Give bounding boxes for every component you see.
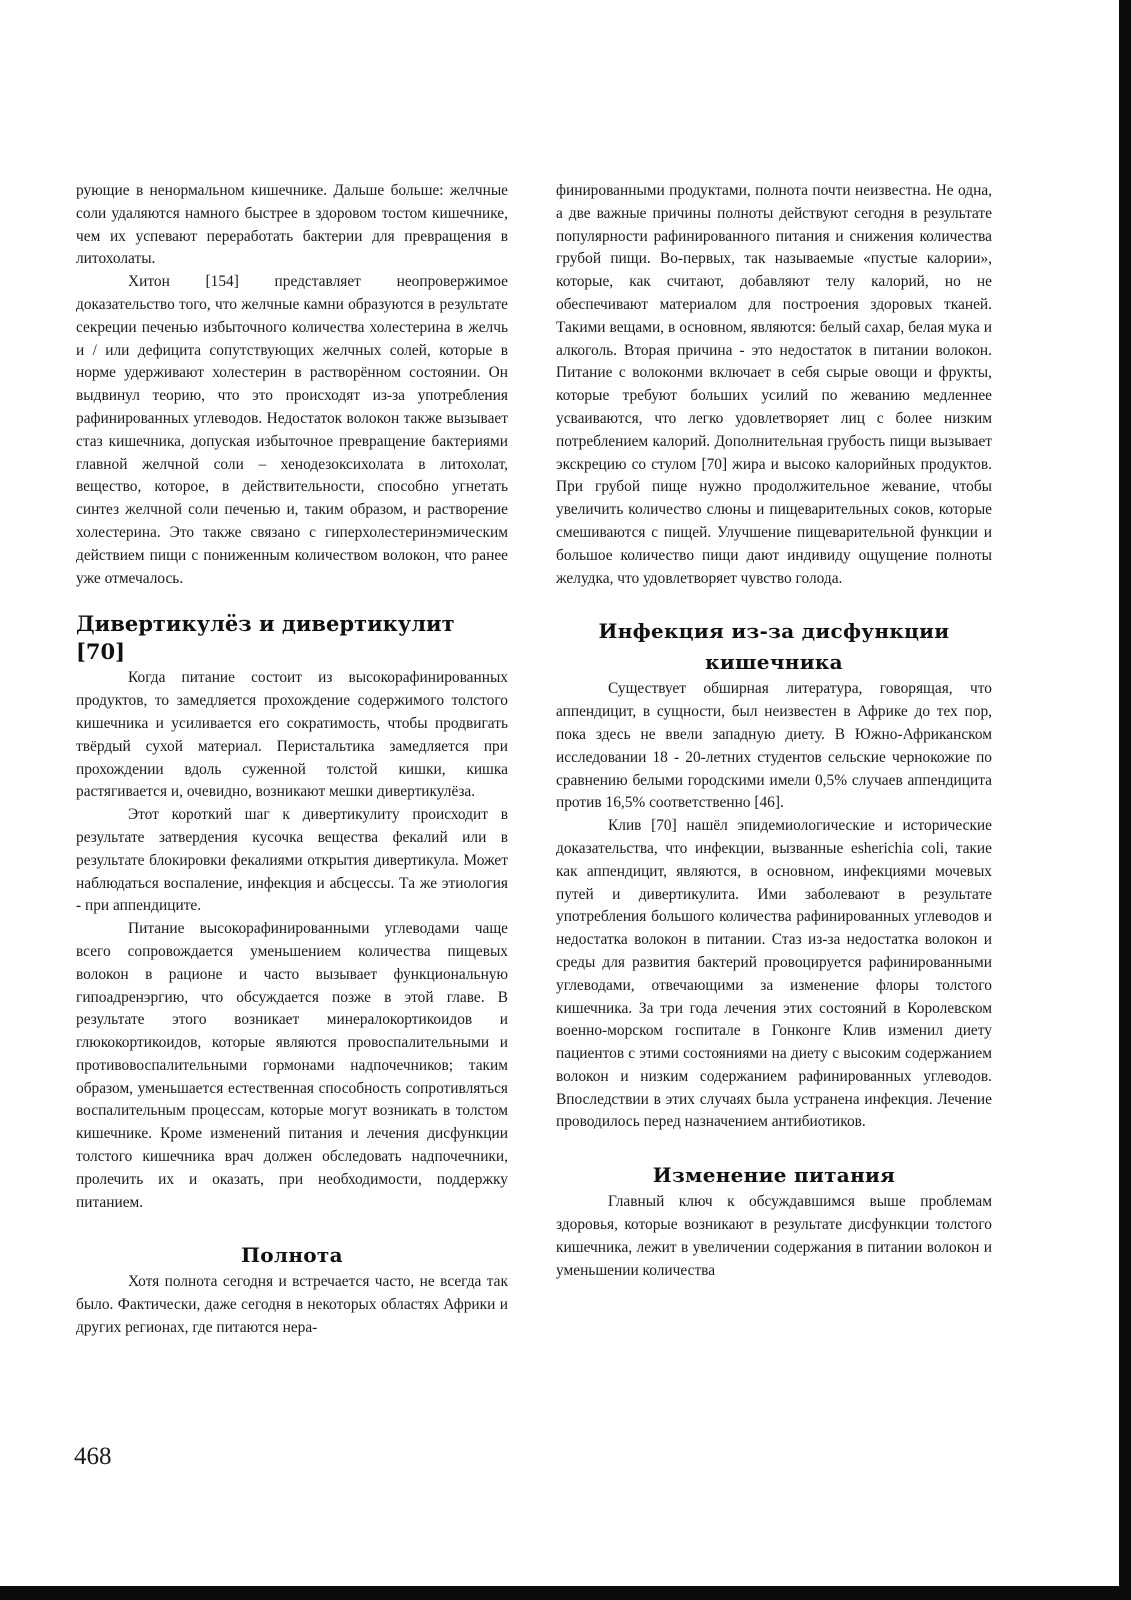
section-heading-infection: Инфекция из-за дисфункции кишечника — [598, 619, 950, 675]
paragraph: Хитон [154] представляет неопровержимое доказательство того, что желчные камни образуются в результате секреции печенью избыточного количества холестерина в желчь и / или дефицита сопутствующих желчных солей, которые в норме удерживают холестерин в растворённом состоянии. Он выдвинул теорию, что это происходят из-за употребления рафинированных углеводов. Недостаток волокон также вызывает стаз кишечника, допуская избыточное превращение бактериями главной желчной соли – хенодезоксихолата в литохолат, вещество, которое, в действительности, способно угнетать синтез желчной соли печенью и, таким образом, и растворение холестерина. Это также связано с гиперхолестеринэмическим действием пищи с пониженным количеством волокон, что ранее уже отмечалось. — [76, 273, 508, 587]
paragraph: Существует обширная литература, говорящая, что аппендицит, в сущности, был неизвестен в Африке до тех пор, пока здесь не ввели западную диету. В Южно-Африканском исследовании 18 - 20-летних студентов сельские чернокожие по сравнению белыми городскими имели 0,5% случаев аппендицита против 16,5% соответственно [46]. — [556, 680, 992, 812]
section-heading-diverticulosis: Дивертикулёз и дивертикулит [70] — [76, 611, 455, 665]
section-heading-obesity: Полнота — [241, 1243, 343, 1268]
paragraph: финированными продуктами, полнота почти неизвестна. Не одна, а две важные причины полноты действуют сегодня в результате популярности рафинированного питания и снижения количества грубой пищи. Во-первых, так называемые «пустые калории», которые, как считают, добавляют телу калорий, но не обеспечивают материалом для построения здоровых тканей. Такими вещами, в основном, являются: белый сахар, белая мука и алкоголь. Вторая причина - это недостаток в питании волокон. Питание с волоконми включает в себя сырые овощи и фрукты, которые требуют больших усилий по жеванию медленнее усваиваются, что легко удовлетворяет лиц с более низким потреблением калорий. Дополнительная грубость пищи вызывает экскрецию со стулом [70] жира и высоко калорийных продуктов. При грубой пище нужно продолжительное жевание, чтобы увеличить количество слюны и пищеварительных соков, которые смешиваются с пищей. Улучшение пищеварительной функции и большое количество пищи дают индивиду ощущение полноты желудка, что удовлетворяет чувство голода. — [556, 182, 992, 587]
paragraph: Этот короткий шаг к дивертикулиту происходит в результате затвердения кусочка вещества фекалий или в результате блокировки фекалиями открытия дивертикула. Может наблюдаться воспаление, инфекция и абсцессы. Та же этиология - при аппендиците. — [76, 806, 508, 915]
paragraph: Клив [70] нашёл эпидемиологические и исторические доказательства, что инфекции, вызванные esherichia coli, такие как аппендицит, являются, в основном, инфекциями мочевых путей и дивертикулита. Ими заболевают в результате употребления большого количества рафинированных углеводов и недостатка волокон в питании. Стаз из-за недостатка волокон и среды для развития бактерий провоцируется рафинированными углеводами, отвечающими за изменение флоры толстого кишечника. За три года лечения этих состояний в Королевском военно-морском госпитале в Гонконге Клив изменил диету пациентов с этими состояниями на диету с высоким содержанием волокон и низким содержанием рафинированных углеводов. Впоследствии в этих случаях была устранена инфекция. Лечение проводилось перед назначением антибиотиков. — [556, 817, 992, 1131]
paragraph: Когда питание состоит из высокорафинированных продуктов, то замедляется прохождение содержимого толстого кишечника и усиливается его сократимость, чтобы продвигать твёрдый сухой материал. Перистальтика замедляется при прохождении вдоль суженной толстой кишки, кишка растягивается и, очевидно, возникают мешки дивертикулёза. — [76, 669, 508, 801]
page-number: 468 — [74, 1443, 112, 1470]
left-column — [76, 180, 508, 1340]
section-heading-diet-change: Изменение питания — [652, 1163, 896, 1188]
paragraph: Хотя полнота сегодня и встречается часто, не всегда так было. Фактически, даже сегодня в некоторых областях Африки и других регионах, где питаются нера- — [76, 1273, 508, 1337]
paragraph: рующие в ненормальном кишечнике. Дальше больше: желчные соли удаляются намного быстрее в здоровом тостом кишечнике, чем их успевают переработать бактерии для превращения в литохолаты. — [76, 182, 508, 268]
paragraph: Главный ключ к обсуждавшимся выше проблемам здоровья, которые возникают в результате дисфункции толстого кишечника, лежит в увеличении содержания в питании волокон и уменьшении количества — [556, 1193, 992, 1279]
right-column — [556, 180, 992, 1282]
scan-edge-bottom — [0, 1586, 1131, 1600]
scan-edge-right — [1119, 0, 1131, 1600]
paragraph: Питание высокорафинированными углеводами чаще всего сопровождается уменьшением количества пищевых волокон в рационе и часто вызывает функциональную гипоадренэргию, что обсуждается позже в этой главе. В результате этого возникает минералокортикоидов и глюкокортикоидов, которые являются провоспалительными и противовоспалительными гормонами надпочечников; таким образом, уменьшается естественная способность сопротивляться воспалительным процессам, которые могут возникать в толстом кишечнике. Кроме изменений питания и лечения дисфункции толстого кишечника врач должен обследовать надпочечники, пролечить их и оказать, при необходимости, поддержку питанием. — [76, 920, 508, 1211]
